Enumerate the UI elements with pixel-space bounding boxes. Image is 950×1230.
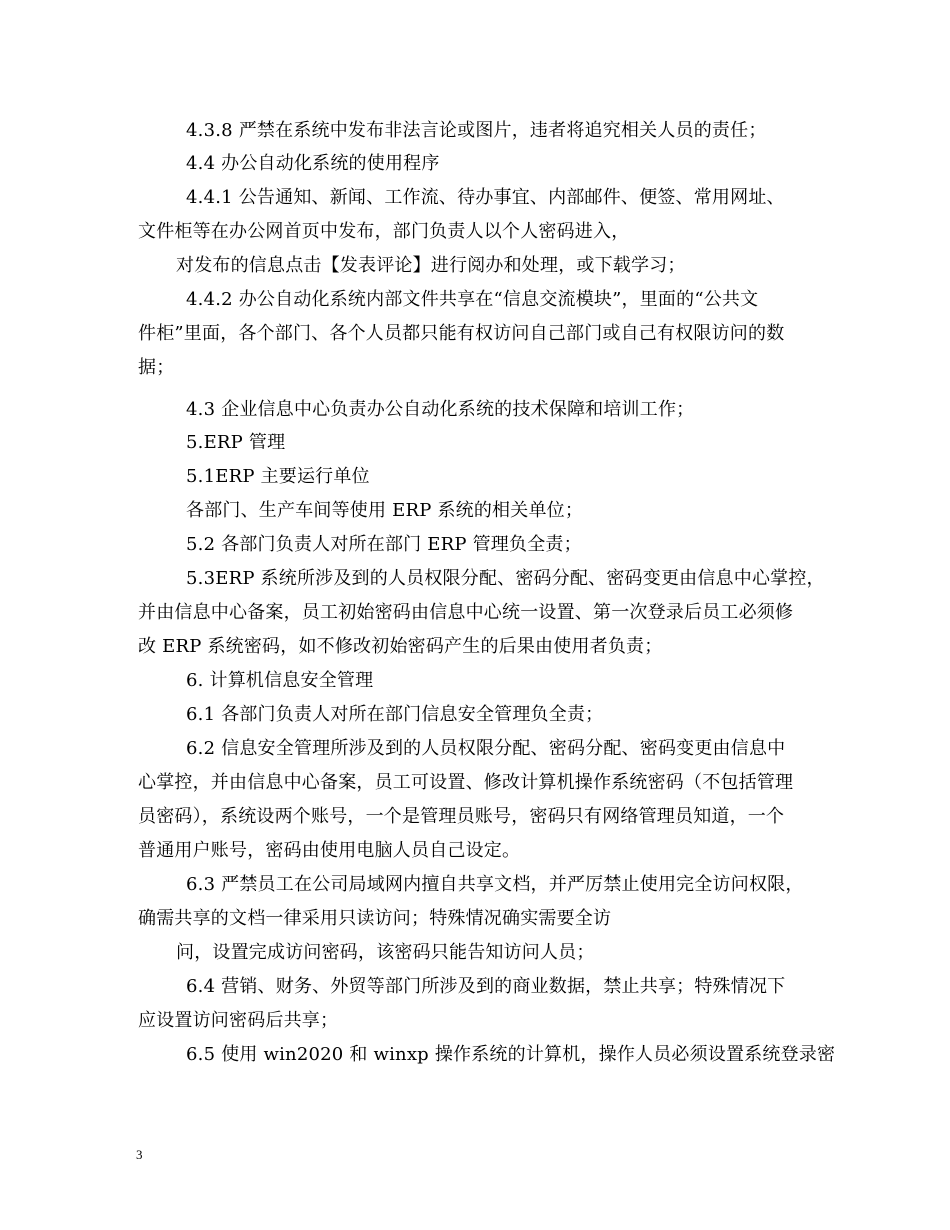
paragraph-line: 4.4.1 公告通知、新闻、工作流、待办事宜、内部邮件、便签、常用网址、 bbox=[186, 187, 785, 208]
section-heading: 6. 计算机信息安全管理 bbox=[186, 670, 374, 691]
paragraph-line: 据； bbox=[138, 357, 175, 378]
paragraph-line: 6.3 严禁员工在公司局域网内擅自共享文档，并严厉禁止使用完全访问权限， bbox=[186, 874, 804, 895]
paragraph-line: 普通用户账号，密码由使用电脑人员自己设定。 bbox=[138, 840, 521, 861]
paragraph-line: 心掌控，并由信息中心备案，员工可设置、修改计算机操作系统密码（不包括管理 bbox=[138, 772, 794, 793]
paragraph-line: 员密码），系统设两个账号，一个是管理员账号，密码只有网络管理员知道，一个 bbox=[138, 806, 785, 827]
paragraph-line: 各部门、生产车间等使用 ERP 系统的相关单位； bbox=[186, 500, 584, 521]
paragraph-line: 6.2 信息安全管理所涉及到的人员权限分配、密码分配、密码变更由信息中 bbox=[186, 738, 786, 759]
paragraph-line: 6.4 营销、财务、外贸等部门所涉及到的商业数据，禁止共享；特殊情况下 bbox=[186, 976, 786, 997]
paragraph-line: 4.3.8 严禁在系统中发布非法言论或图片，违者将追究相关人员的责任； bbox=[186, 120, 767, 141]
paragraph-line: 并由信息中心备案，员工初始密码由信息中心统一设置、第一次登录后员工必须修 bbox=[138, 602, 794, 623]
paragraph-line: 4.3 企业信息中心负责办公自动化系统的技术保障和培训工作； bbox=[186, 399, 695, 420]
paragraph-line: 文件柜等在办公网首页中发布，部门负责人以个人密码进入， bbox=[138, 221, 630, 242]
page-number: 3 bbox=[136, 1147, 143, 1162]
section-heading: 5.ERP 管理 bbox=[186, 432, 286, 453]
section-heading: 5.1ERP 主要运行单位 bbox=[186, 466, 370, 487]
paragraph-line: 问，设置完成访问密码，该密码只能告知访问人员； bbox=[176, 942, 595, 963]
section-heading: 4.4 办公自动化系统的使用程序 bbox=[186, 153, 440, 174]
paragraph-line: 件柜”里面，各个部门、各个人员都只能有权访问自己部门或自己有权限访问的数 bbox=[138, 323, 785, 344]
paragraph-line: 4.4.2 办公自动化系统内部文件共享在“信息交流模块”，里面的“公共文 bbox=[186, 289, 759, 310]
paragraph-line: 改 ERP 系统密码，如不修改初始密码产生的后果由使用者负责； bbox=[138, 636, 663, 657]
paragraph-line: 对发布的信息点击【发表评论】进行阅办和处理，或下载学习； bbox=[176, 255, 686, 276]
paragraph-line: 6.5 使用 win2020 和 winxp 操作系统的计算机，操作人员必须设置系统登录密 bbox=[186, 1044, 836, 1065]
paragraph-line: 确需共享的文档一律采用只读访问；特殊情况确实需要全访 bbox=[138, 908, 612, 929]
paragraph-line: 5.3ERP 系统所涉及到的人员权限分配、密码分配、密码变更由信息中心掌控， bbox=[186, 568, 825, 589]
paragraph-line: 5.2 各部门负责人对所在部门 ERP 管理负全责； bbox=[186, 534, 582, 555]
paragraph-line: 6.1 各部门负责人对所在部门信息安全管理负全责； bbox=[186, 704, 604, 725]
paragraph-line: 应设置访问密码后共享； bbox=[138, 1010, 339, 1031]
